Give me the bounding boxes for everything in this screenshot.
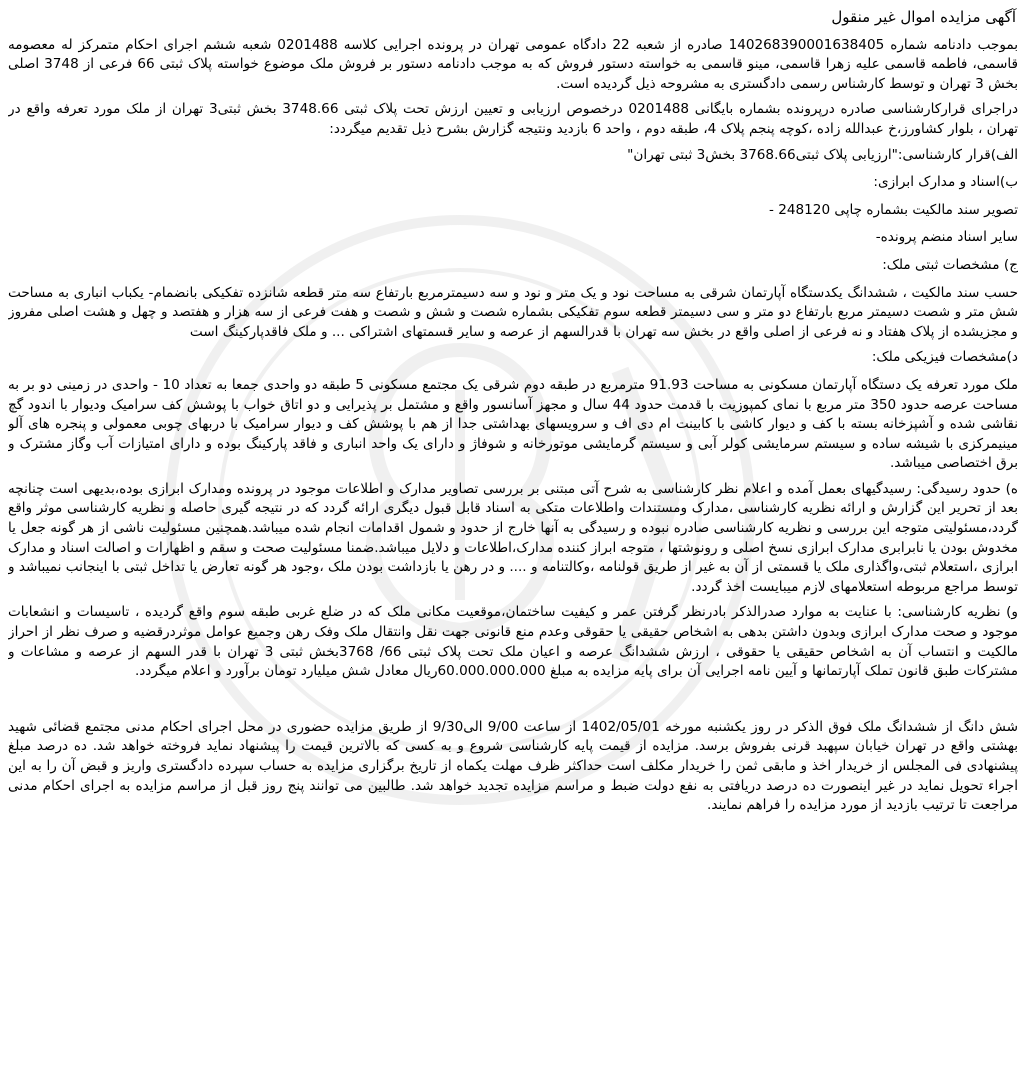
scope-of-review: ه) حدود رسیدگی: رسیدگیهای بعمل آمده و اعلام نظر کارشناسی به شرح آتی مبتنی بر بررسی تصاویر مدارک و اطلاعات موجود در پرونده ومدارک ابرازی بوده،بدیهی است چنانچه بعد از تحریر این گزارش و ارائه نظریه کارشناسی ،مدارک ومستندات واطلاعات متکی به اسناد قابل قبول دیگری ارائه گردد که در نتیجه گیری حاصله و نظریه کارشناسی موثر واقع گردد،مسئولیتی متوجه این بررسی و نظریه کارشناسی صادره نبوده و رسیدگی به آنها خارج از حدود و شمول اقدامات انجام شده میباشد.همچنین مسئولیت ناشی از هر گونه جعل یا مخدوش بودن یا نابرابری مدارک ابرازی نسخ اصلی و رونوشتها ، متوجه ابراز کننده مدارک،اطلاعات و دلایل میباشد.ضمنا مسئولیت صحت و سقم و اظهارات و اصالت اسناد و مدارک ابرازی ،استعلام ثبتی،واگذاری ملک یا قسمتی از آن به غیر از طریق قولنامه ،وکالتنامه و .... و در رهن یا بازداشت بودن ملک ،وجود هر گونه تعارض یا تداخل ثبتی با اینجانب نمیباشد و توسط مراجع مربوطه استعلامهای لازم میبایست اخذ گردد.	[8, 480, 1018, 595]
section-be-heading: ب)اسناد و مدارک ابرازی:	[873, 174, 1018, 191]
notice-title: آگهی مزایده اموال غیر منقول	[831, 8, 1016, 26]
section-jim-heading: ج) مشخصات ثبتی ملک:	[882, 256, 1018, 273]
auction-notice	[8, 6, 1018, 1081]
spacer	[8, 688, 1018, 718]
intro-paragraph: بموجب دادنامه شماره 140268390001638405 صادره از شعبه 22 دادگاه عمومی تهران در پرونده اجرایی کلاسه 0201488 شعبه ششم اجرای احکام متمرکز له معصومه قاسمی، فاطمه قاسمی علیه زهرا قاسمی، مینو قاسمی به خواسته دستور فروش که به موجب دادنامه دستور بر فروش ملک موضوع خواسته پلاک ثبتی 66 فرعی از 3748 اصلی بخش 3 تهران و توسط کارشناس رسمی دادگستری به مشروحه ذیل گردیده است.	[8, 36, 1018, 92]
document-item-1: تصویر سند مالکیت بشماره چاپی 248120 -	[768, 201, 1018, 218]
auction-terms: شش دانگ از ششدانگ ملک فوق الذکر در روز یکشنبه مورخه 1402/05/01 از ساعت 9/00 الی9/30 از طریق مزایده حضوری در محل اجرای احکام مدنی مجتمع قضائی شهید بهشتی واقع در تهران خیابان سپهبد قرنی بفروش برسد. مزایده از قیمت پایه کارشناسی شروع و به کسی که بالاترین قیمت را پیشنهاد نماید فروخته خواهد شد. ده درصد مبلغ پیشنهادی فی المجلس از خریدار اخذ و مابقی ثمن را خریدار مکلف است حداکثر ظرف مهلت یکماه از تاریخ برگزاری مزایده به حساب سپرده دادگستری واریز و قبض آن را به این اجراء تحویل نماید در غیر اینصورت ده درصد دریافتی به نفع دولت ضبط و مراسم مزایده تجدید خواهد شد. طالبین می توانند پنج روز قبل از مراسم مزایده به اجرای احکام مدنی مراجعت تا ترتیب بازدید از مورد مزایده را فراهم نمایند.	[8, 718, 1018, 814]
document-item-2: سایر اسناد منضم پرونده-	[875, 229, 1018, 246]
expert-order-paragraph: دراجرای قرارکارشناسی صادره درپرونده بشماره بایگانی 0201488 درخصوص ارزیابی و تعیین ارزش تحت پلاک ثبتی 3748.66 بخش ثبتی3 تهران از ملک مورد تعرفه واقع در تهران ، بلوار کشاورز،خ عبدالله زاده ،کوچه پنجم پلاک 4، طبقه دوم ، واحد 6 بازدید ونتیجه گزارش بشرح ذیل تقدیم میگردد:	[8, 101, 1018, 137]
registration-specs: حسب سند مالکیت ، ششدانگ یکدستگاه آپارتمان شرقی به مساحت نود و یک متر و نود و سه دسیمترمربع بارتفاع سه متر قطعه شانزده تفکیکی بانضمام- یکباب انباری به مساحت شش متر و شصت دسیمتر مربع بارتفاع دو متر و سی دسیمتر قطعه سوم تفکیکی بشماره شصت و شش و شصت و هفت فرعی از سه هزار و هفتصد و چهل و هشت اصلی مفروز و مجزیشده از پلاک هفتاد و نه فرعی از اصلی واقع در بخش سه تهران با قدرالسهم از عرصه و سایر قسمتهای اشتراکی ... و ملک فاقدپارکینگ است	[8, 284, 1018, 340]
expert-opinion: و) نظریه کارشناسی: با عنایت به موارد صدرالذکر بادرنظر گرفتن عمر و کیفیت ساختمان،موقعیت مکانی ملک که در ضلع غربی طبقه سوم واقع گردیده ، تاسیسات و انشعابات موجود و صحت مدارک ابرازی وبدون داشتن بدهی به اشخاص حقیقی یا حقوقی وعدم منع قانونی جهت نقل وانتقال ملک وفک رهن وجمیع عوامل موثردرقضیه و صرف نظر از احراز مالکیت و انتساب آن به اشخاص حقیقی یا حقوقی ، ارزش ششدانگ عرصه و اعیان ملک تحت پلاک ثبتی 66/ 3768بخش ثبتی 3 تهران با قدر السهم از عرصه و مشاعات و مشترکات طبق قانون تملک آپارتمانها و آیین نامه اجرایی آن برای پایه مزایده به مبلغ 60.000.000.000ریال معادل شش میلیارد تومان برآورد و اعلام میگردد.	[8, 604, 1018, 680]
section-alef: الف)قرار کارشناسی:"ارزیابی پلاک ثبتی3768.66 بخش3 ثبتی تهران"	[627, 146, 1018, 163]
section-dal-heading: د)مشخصات فیزیکی ملک:	[871, 349, 1018, 366]
physical-specs: ملک مورد تعرفه یک دستگاه آپارتمان مسکونی به مساحت 91.93 مترمربع در طبقه دوم شرقی یک مجتمع مسکونی 5 طبقه دو واحدی جمعا به تعداد 10 - واحدی در زمینی دو بر به مساحت عرصه حدود 350 متر مربع با نمای کمپوزیت با قدمت حدود 44 سال و مجهز آسانسور واقع و مشتمل بر پذیرایی و دو اتاق خواب با پوشش کف سرامیک ودیوار با اندود گچ نقاشی شده و آشپزخانه بسته با کف و دیوار کاشی با کابینت ام دی اف و سرویسهای بهداشتی جدا از هم با پوشش کف و دیوار سرامیک با دربهای چوبی معمولی و پنجره های آلو مینیمرکزی با شیشه ساده و سیستم سرمایشی کولر آبی و سیستم گرمایشی موتورخانه و شوفاژ و دارای یک واحد انباری و فاقد پارکینگ بوده و دارای امتیازات آب وگاز مشترک و برق اختصاصی میباشد.	[8, 376, 1018, 472]
